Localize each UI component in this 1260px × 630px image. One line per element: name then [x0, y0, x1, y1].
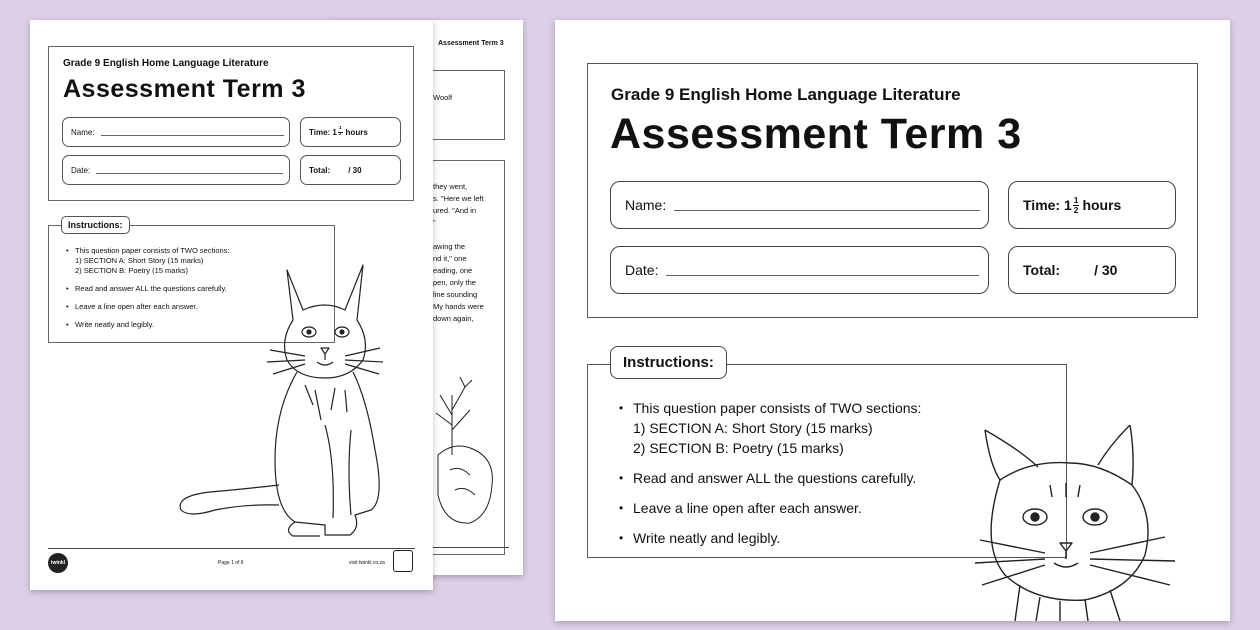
left-time-field	[300, 117, 401, 147]
left-time-label: Time: 1	[309, 127, 337, 137]
left-page-sheet	[30, 20, 433, 590]
story-line: nd it," one	[433, 254, 467, 263]
right-instructions-title: Instructions:	[610, 346, 727, 379]
story-line	[433, 229, 484, 241]
back-page-story-text	[433, 181, 484, 325]
list-item: • This question paper consists of TWO sections: 1) SECTION A: Short Story (15 marks) 2) SECTION B: Poetry (15 marks)	[66, 246, 230, 276]
left-subtitle: Grade 9 English Home Language Literature	[63, 58, 269, 69]
left-footer-url: visit twinkl.co.za	[349, 560, 385, 566]
story-line: My hands were	[433, 302, 484, 311]
right-title: Assessment Term 3	[610, 110, 1022, 158]
right-name-line	[674, 210, 980, 211]
left-name-label: Name:	[71, 127, 95, 137]
right-total-label: Total:	[1023, 262, 1061, 278]
cat-illustration-icon	[175, 260, 395, 540]
list-item: • Write neatly and legibly.	[66, 320, 230, 330]
right-time-fraction: $\frac{1}{2}$	[1073, 195, 1079, 215]
story-line: they went,	[433, 182, 468, 191]
left-instructions-title: Instructions:	[61, 216, 130, 234]
right-subtitle: Grade 9 English Home Language Literature	[611, 85, 961, 104]
left-footer-line	[48, 548, 415, 549]
right-total-field	[1008, 246, 1176, 294]
tree-illustration-icon	[430, 375, 500, 525]
back-page-box-text: Woolf	[433, 93, 453, 102]
right-date-line	[666, 275, 979, 276]
list-item: • This question paper consists of TWO sections: 1) SECTION A: Short Story (15 marks) 2) SECTION B: Poetry (15 marks)	[619, 398, 921, 458]
left-name-field[interactable]	[62, 117, 290, 147]
twinkl-logo-icon: twinkl	[48, 553, 68, 573]
story-line: eading, one	[433, 266, 473, 275]
list-item: • Leave a line open after each answer.	[619, 498, 921, 518]
left-time-unit: hours	[345, 127, 368, 137]
story-line: "	[433, 218, 436, 227]
left-date-line	[96, 173, 283, 174]
left-title: Assessment Term 3	[63, 75, 306, 103]
left-footer-page: Page 1 of 6	[218, 560, 244, 566]
left-total-label: Total:	[309, 165, 331, 175]
right-instructions-list	[619, 398, 921, 558]
left-name-line	[101, 135, 284, 136]
list-item: • Leave a line open after each answer.	[66, 302, 230, 312]
left-total-field	[300, 155, 401, 185]
story-line: down again,	[433, 314, 474, 323]
story-line: pen, only the	[433, 278, 476, 287]
back-page-header: Assessment Term 3	[438, 40, 504, 47]
left-total-value: / 30	[348, 165, 362, 175]
right-date-label: Date:	[625, 262, 659, 278]
left-date-field[interactable]	[62, 155, 290, 185]
story-line: awing the	[433, 242, 466, 251]
story-line: line sounding	[433, 290, 478, 299]
story-line: ured. "And in	[433, 206, 477, 215]
right-time-unit: hours	[1082, 197, 1122, 213]
story-line: s. "Here we left	[433, 194, 484, 203]
right-page-sheet	[555, 20, 1230, 621]
right-header-box	[587, 63, 1198, 318]
left-date-label: Date:	[71, 165, 91, 175]
list-item: • Read and answer ALL the questions carefully.	[619, 468, 921, 488]
left-header-box	[48, 46, 414, 201]
right-time-field	[1008, 181, 1176, 229]
left-time-fraction: $\frac{1}{2}$	[338, 125, 342, 137]
right-date-field[interactable]	[610, 246, 989, 294]
right-name-field[interactable]	[610, 181, 989, 229]
list-item: • Write neatly and legibly.	[619, 528, 921, 548]
right-name-label: Name:	[625, 197, 667, 213]
right-total-value: / 30	[1094, 262, 1118, 278]
list-item: • Read and answer ALL the questions carefully.	[66, 284, 230, 294]
twinkl-badge-icon	[393, 550, 413, 572]
cat-illustration-icon	[960, 425, 1210, 621]
right-time-label: Time: 1	[1023, 197, 1072, 213]
